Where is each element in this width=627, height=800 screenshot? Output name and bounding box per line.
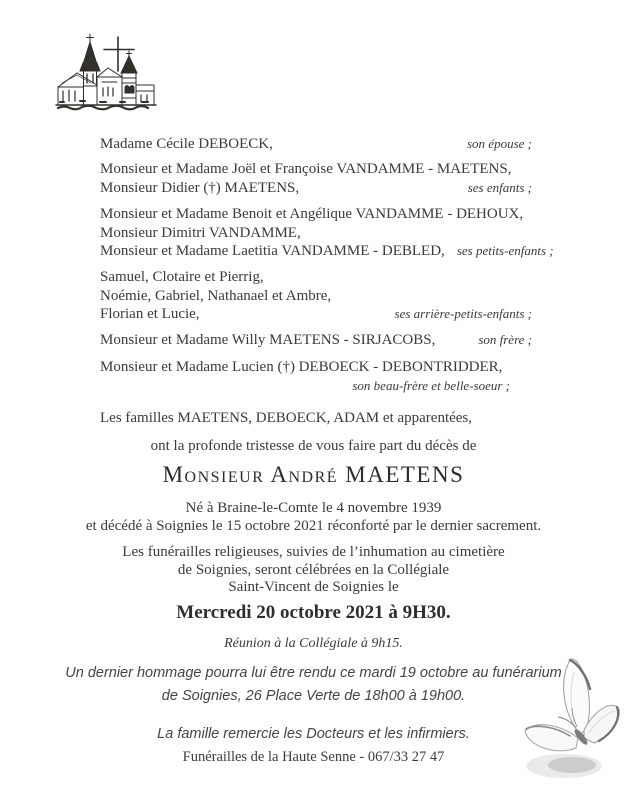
family-line: Monsieur et Madame Lucien (†) DEBOECK - DEBONTRIDDER, [100, 359, 503, 375]
funeral-home-line: Funérailles de la Haute Senne - 067/33 27 47 [182, 749, 445, 765]
family-group-children [100, 160, 532, 197]
tribute-line: de Soignies, 26 Place Verte de 18h00 à 19h00. [161, 688, 466, 704]
family-line: Monsieur et Madame Laetitia VANDAMME - DEBLED, [100, 243, 445, 259]
relation-label: son beau-frère et belle-soeur ; [352, 377, 510, 393]
relation-label: ses petits-enfants ; [456, 243, 554, 258]
relation-label: ses arrière-petits-enfants ; [394, 306, 532, 321]
church-icon [50, 25, 175, 120]
relation-label: son frère ; [478, 332, 532, 347]
thanks-line: La famille remercie les Docteurs et les infirmiers. [157, 726, 470, 742]
family-group-brother [100, 331, 532, 350]
family-line: Noémie, Gabriel, Nathanael et Ambre, [100, 287, 332, 304]
death-line: et décédé à Soignies le 15 octobre 2021 réconforté par le dernier sacrement. [85, 517, 542, 534]
funeral-date-line: Mercredi 20 octobre 2021 à 9H30. [176, 602, 451, 623]
funeral-details-block [45, 544, 582, 597]
funeral-line: Les funérailles religieuses, suivies de l’inhumation au cimetière [122, 544, 505, 560]
relation-label: son épouse ; [467, 136, 532, 151]
meeting-line: Réunion à la Collégiale à 9h15. [224, 636, 403, 651]
family-group-in-laws [100, 358, 532, 395]
family-line: Samuel, Clotaire et Pierrig, [100, 269, 264, 285]
funeral-line: Saint-Vincent de Soignies le [228, 579, 399, 595]
family-line: Monsieur Dimitri VANDAMME, [100, 224, 301, 241]
funeral-line: de Soignies, seront célébrées en la Collégiale [177, 561, 450, 578]
family-line: Monsieur Didier (†) MAETENS, [100, 179, 300, 196]
announcement-intro: ont la profonde tristesse de vous faire part du décès de [150, 438, 477, 454]
family-line: Monsieur et Madame Willy MAETENS - SIRJACOBS, [100, 332, 436, 348]
tribute-block [45, 662, 582, 708]
family-line: Monsieur et Madame Joël et Françoise VANDAMME - MAETENS, [100, 161, 512, 177]
butterfly-icon [520, 652, 625, 792]
family-line: Madame Cécile DEBOECK, [100, 136, 273, 152]
relation-label: ses enfants ; [467, 179, 532, 195]
families-line: Les familles MAETENS, DEBOECK, ADAM et apparentées, [100, 410, 473, 426]
family-group-grandchildren [100, 205, 554, 261]
family-group-great-grandchildren [100, 268, 532, 324]
family-line: Florian et Lucie, [100, 306, 200, 322]
deceased-name: Monsieur André MAETENS [162, 462, 465, 487]
family-group-spouse [100, 135, 532, 154]
birth-death-block [45, 500, 582, 535]
birth-line: Né à Braine-le-Comte le 4 novembre 1939 [185, 500, 442, 516]
family-line: Monsieur et Madame Benoit et Angélique VANDAMME - DEHOUX, [100, 206, 524, 222]
tribute-line: Un dernier hommage pourra lui être rendu ce mardi 19 octobre au funérarium [65, 665, 562, 681]
